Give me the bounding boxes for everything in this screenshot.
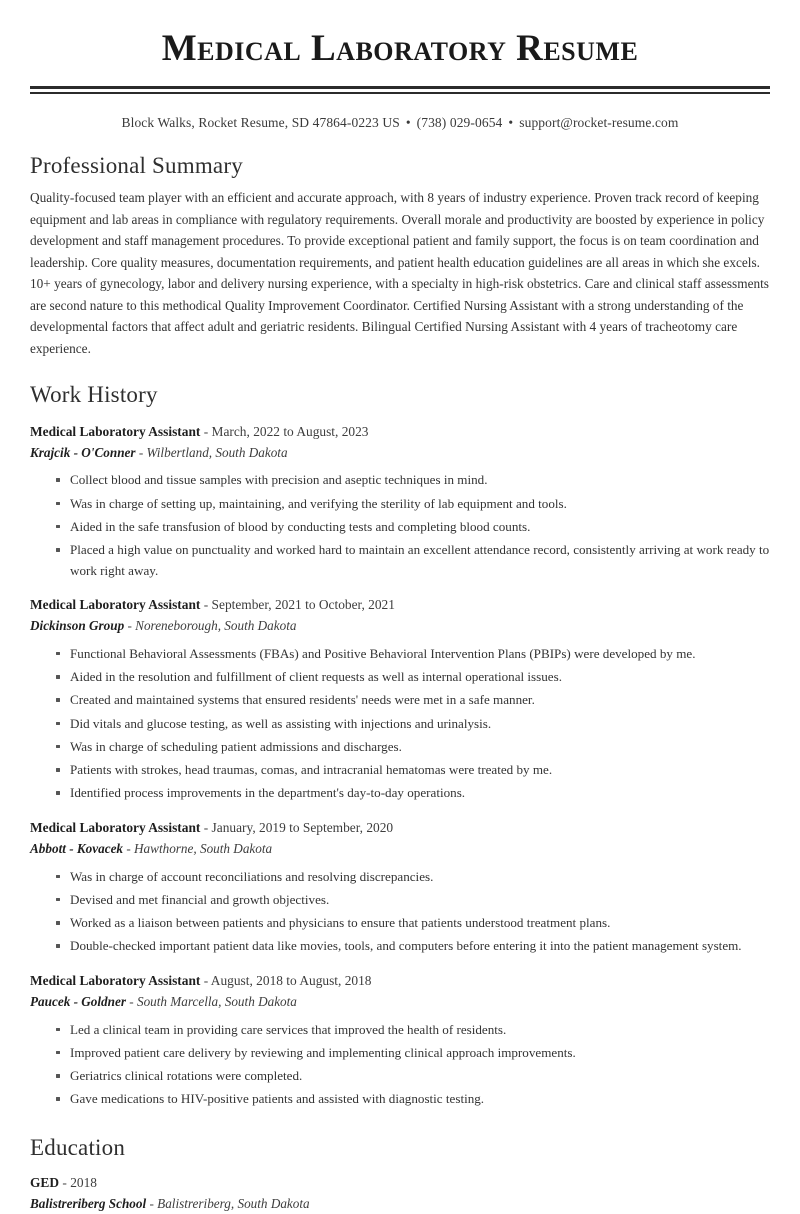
job-location: Wilbertland, South Dakota [146,444,288,460]
education-subheader [30,1194,770,1214]
divider-line-bottom [30,92,770,94]
job-bullet-list [30,1020,770,1110]
section-heading-work-history: Work History [30,381,158,407]
work-history-list [30,422,770,1110]
job-bullet-list [30,470,770,580]
job-location: Hawthorne, South Dakota [134,840,273,856]
job-bullet: Patients with strokes, head traumas, comas, and intracranial hematomas were treated by me. [56,760,770,780]
job-bullet-list [30,867,770,957]
job-title: Medical Laboratory Assistant [30,819,201,835]
education-degree: GED [30,1174,60,1190]
job-header [30,971,770,991]
job-bullet: Led a clinical team in providing care services that improved the health of residents. [56,1020,770,1040]
job-company: Krajcik - O'Conner [30,444,136,460]
job-title: Medical Laboratory Assistant [30,423,201,439]
education-entry [30,1173,770,1214]
job-bullet: Functional Behavioral Assessments (FBAs) and Positive Behavioral Intervention Plans (PBIPs) were developed by me. [56,644,770,664]
job-dates: August, 2018 to August, 2018 [210,972,372,988]
education-year: 2018 [70,1174,97,1190]
contact-separator-1: • [405,115,411,131]
job-header [30,595,770,615]
contact-line [30,115,770,131]
job-dates: January, 2019 to September, 2020 [211,819,394,835]
job-company: Abbott - Kovacek [30,840,124,856]
job-bullet: Did vitals and glucose testing, as well as assisting with injections and urinalysis. [56,714,770,734]
job-title: Medical Laboratory Assistant [30,972,201,988]
education-school: Balistreriberg School [30,1195,147,1211]
job-bullet: Devised and met financial and growth objectives. [56,890,770,910]
job-bullet: Placed a high value on punctuality and worked hard to maintain an excellent attendance record, consistently arriving at work ready to work right away. [56,540,770,581]
professional-summary-text: Quality-focused team player with an efficient and accurate approach, with 8 years of industry experience. Proven track record of keeping equipment and lab areas in compliance with regulatory requirements. Overall morale and productivity are boosted by experience in policy development and staff management procedures. To provide exceptional patient and family support, the focus is on team coordination and leadership. Core quality measures, documentation requirements, and patient health education guidelines are all areas in which she excels. 10+ years of gynecology, labor and delivery nursing experience, with a specialty in high-risk obstetrics. Care and clinical staff assessments are second nature to this methodical Quality Improvement Coordinator. Certified Nursing Assistant with a strong understanding of the developmental factors that affect adult and geriatric residents. Bilingual Certified Nursing Assistant with 4 years of tracheotomy care experience. [30,190,769,356]
contact-phone: (738) 029-0654 [416,115,503,131]
education-header [30,1173,770,1193]
job-location: South Marcella, South Dakota [136,993,297,1009]
job-separator: - [129,993,134,1009]
job-subheader [30,992,770,1012]
job-bullet: Was in charge of setting up, maintaining, and verifying the sterility of lab equipment and tools. [56,494,770,514]
job-entry [30,818,770,957]
header-divider [30,86,770,94]
education-location: Balistreriberg, South Dakota [157,1195,310,1211]
job-subheader [30,443,770,463]
section-heading-professional-summary: Professional Summary [30,153,243,179]
job-bullet: Geriatrics clinical rotations were completed. [56,1066,770,1086]
job-separator: - [203,423,209,439]
job-bullet: Aided in the resolution and fulfillment of client requests as well as internal operational issues. [56,667,770,687]
job-bullet: Double-checked important patient data like movies, tools, and computers before entering it into the patient management system. [56,936,770,956]
job-location: Noreneborough, South Dakota [135,617,297,633]
job-company: Paucek - Goldner [30,993,126,1009]
job-bullet: Aided in the safe transfusion of blood by conducting tests and completing blood counts. [56,517,770,537]
job-bullet-list [30,644,770,804]
job-title: Medical Laboratory Assistant [30,596,201,612]
job-header [30,818,770,838]
job-bullet: Identified process improvements in the department's day-to-day operations. [56,783,770,803]
job-dates: March, 2022 to August, 2023 [211,423,369,439]
job-separator: - [126,840,131,856]
job-separator: - [203,596,209,612]
job-separator: - [138,444,144,460]
contact-email: support@rocket-resume.com [519,115,679,131]
job-bullet: Was in charge of account reconciliations and resolving discrepancies. [56,867,770,887]
job-dates: September, 2021 to October, 2021 [211,596,395,612]
education-separator: - [62,1174,67,1190]
job-company: Dickinson Group [30,617,125,633]
job-bullet: Was in charge of scheduling patient admissions and discharges. [56,737,770,757]
job-entry [30,971,770,1110]
education-list [30,1173,770,1214]
job-separator: - [127,617,132,633]
job-subheader [30,839,770,859]
contact-address: Block Walks, Rocket Resume, SD 47864-0223 US [121,115,400,131]
job-separator: - [203,819,209,835]
job-bullet: Worked as a liaison between patients and physicians to ensure that patients understood treatment plans. [56,913,770,933]
job-bullet: Collect blood and tissue samples with precision and aseptic techniques in mind. [56,470,770,490]
education-separator: - [149,1195,154,1211]
job-bullet: Gave medications to HIV-positive patients and assisted with diagnostic testing. [56,1089,770,1109]
job-entry [30,595,770,804]
job-bullet: Created and maintained systems that ensured residents' needs were met in a safe manner. [56,690,770,710]
job-entry [30,422,770,581]
job-subheader [30,616,770,636]
contact-separator-2: • [508,115,514,131]
job-separator: - [203,972,209,988]
page-title: Medical Laboratory Resume [161,28,639,69]
job-header [30,422,770,442]
section-heading-education: Education [30,1134,126,1160]
job-bullet: Improved patient care delivery by reviewing and implementing clinical approach improvements. [56,1043,770,1063]
